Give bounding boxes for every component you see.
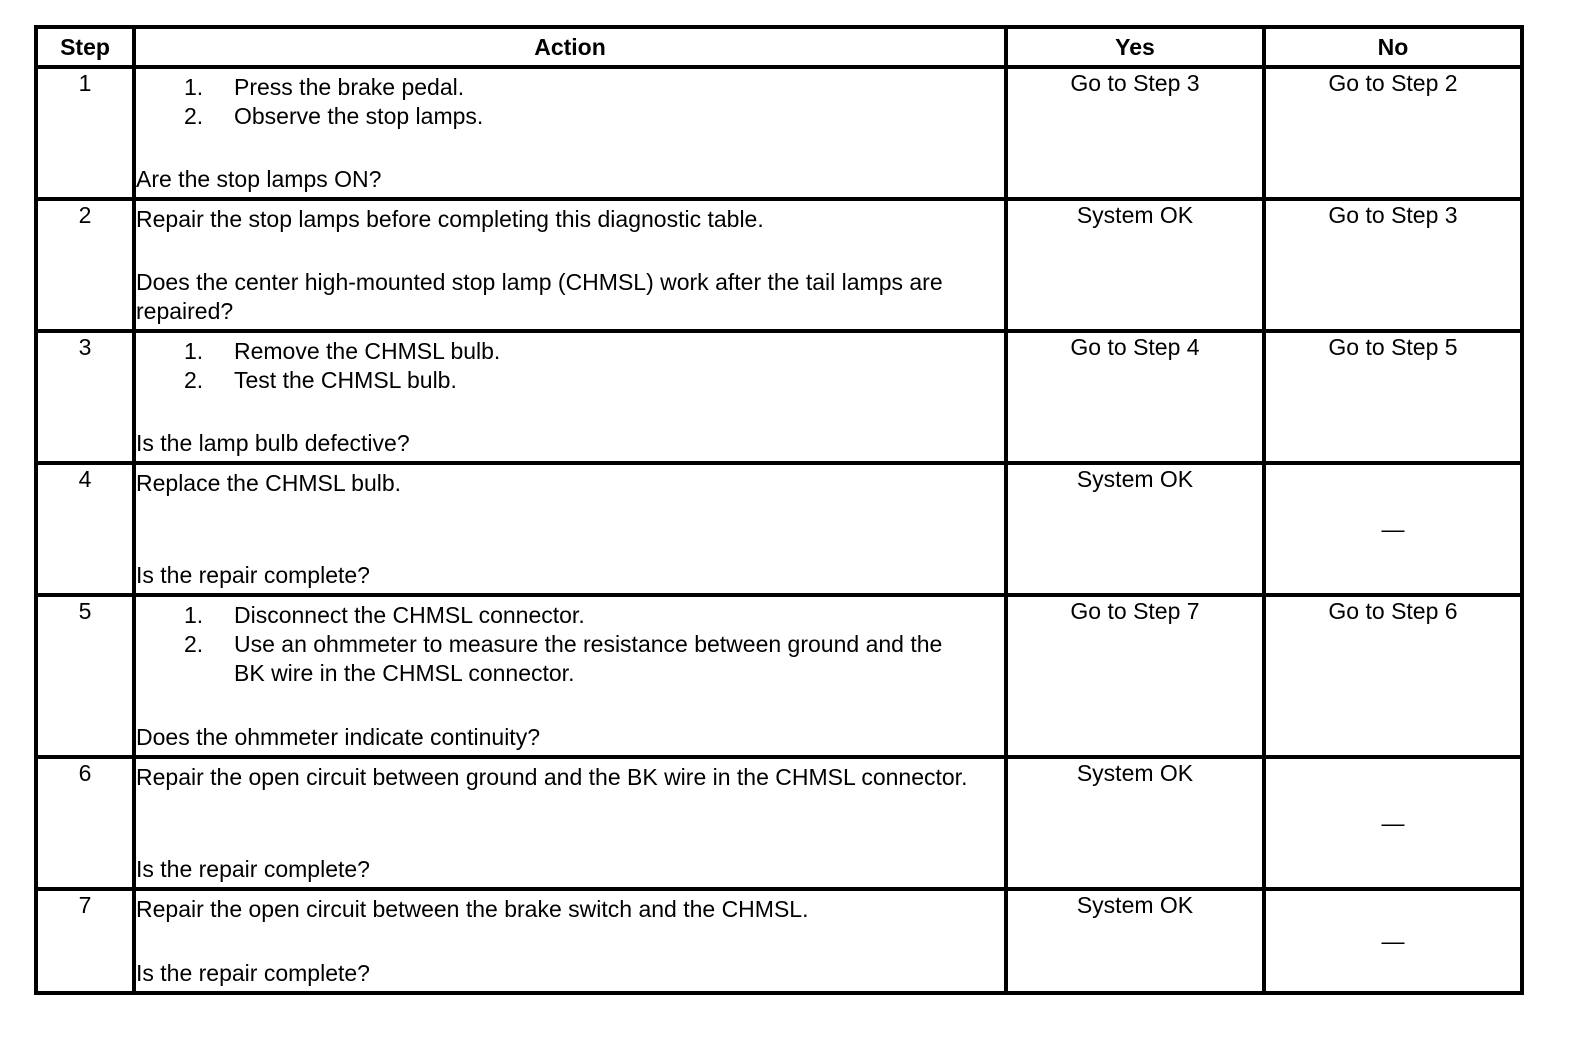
question-text: Does the ohmmeter indicate continuity? — [136, 724, 540, 750]
instruction-text: Replace the CHMSL bulb. — [136, 470, 402, 496]
list-item: 2. Use an ohmmeter to measure the resistance between ground and the BK wire in the CHMSL connector. — [184, 631, 943, 686]
table-row — [36, 595, 1522, 757]
step-number: 3 — [36, 331, 134, 463]
instruction-text: Repair the open circuit between ground and the BK wire in the CHMSL connector. — [136, 764, 968, 790]
no-result: Go to Step 6 — [1264, 595, 1522, 757]
instruction-text: Repair the open circuit between the brake switch and the CHMSL. — [136, 896, 809, 922]
header-action: Action — [134, 27, 1006, 67]
list-item: 1. Remove the CHMSL bulb. — [184, 338, 501, 364]
step-number: 1 — [36, 67, 134, 199]
step-number: 5 — [36, 595, 134, 757]
table-row — [36, 67, 1522, 199]
header-step: Step — [36, 27, 134, 67]
table-row — [36, 889, 1522, 993]
no-result: Go to Step 2 — [1264, 67, 1522, 199]
table-row — [36, 199, 1522, 331]
list-item: 1. Disconnect the CHMSL connector. — [184, 602, 585, 628]
action-cell — [134, 331, 1006, 463]
step-number: 6 — [36, 757, 134, 889]
no-result: — — [1264, 889, 1522, 993]
action-list — [136, 73, 1004, 131]
no-result: Go to Step 3 — [1264, 199, 1522, 331]
question-text: Does the center high-mounted stop lamp (CHMSL) work after the tail lamps are repaired? — [136, 269, 943, 324]
list-item: 2. Observe the stop lamps. — [184, 103, 484, 129]
table-row — [36, 757, 1522, 889]
action-cell — [134, 199, 1006, 331]
action-cell — [134, 595, 1006, 757]
diagnostic-table — [34, 25, 1524, 995]
action-cell — [134, 67, 1006, 199]
step-number: 2 — [36, 199, 134, 331]
no-result: — — [1264, 463, 1522, 595]
table-row — [36, 331, 1522, 463]
instruction-text: Repair the stop lamps before completing this diagnostic table. — [136, 206, 764, 232]
question-text: Is the lamp bulb defective? — [136, 430, 410, 456]
table-row — [36, 463, 1522, 595]
yes-result: System OK — [1006, 757, 1264, 889]
no-result: — — [1264, 757, 1522, 889]
yes-result: System OK — [1006, 463, 1264, 595]
list-item: 2. Test the CHMSL bulb. — [184, 367, 457, 393]
question-text: Is the repair complete? — [136, 856, 370, 882]
step-number: 4 — [36, 463, 134, 595]
yes-result: Go to Step 3 — [1006, 67, 1264, 199]
yes-result: Go to Step 4 — [1006, 331, 1264, 463]
action-list — [136, 601, 1004, 688]
header-no: No — [1264, 27, 1522, 67]
header-row — [36, 27, 1522, 67]
question-text: Is the repair complete? — [136, 960, 370, 986]
list-item: 1. Press the brake pedal. — [184, 74, 465, 100]
yes-result: System OK — [1006, 199, 1264, 331]
step-number: 7 — [36, 889, 134, 993]
header-yes: Yes — [1006, 27, 1264, 67]
action-list — [136, 337, 1004, 395]
yes-result: Go to Step 7 — [1006, 595, 1264, 757]
action-cell — [134, 463, 1006, 595]
action-cell — [134, 757, 1006, 889]
question-text: Are the stop lamps ON? — [136, 166, 382, 192]
no-result: Go to Step 5 — [1264, 331, 1522, 463]
question-text: Is the repair complete? — [136, 562, 370, 588]
yes-result: System OK — [1006, 889, 1264, 993]
action-cell — [134, 889, 1006, 993]
